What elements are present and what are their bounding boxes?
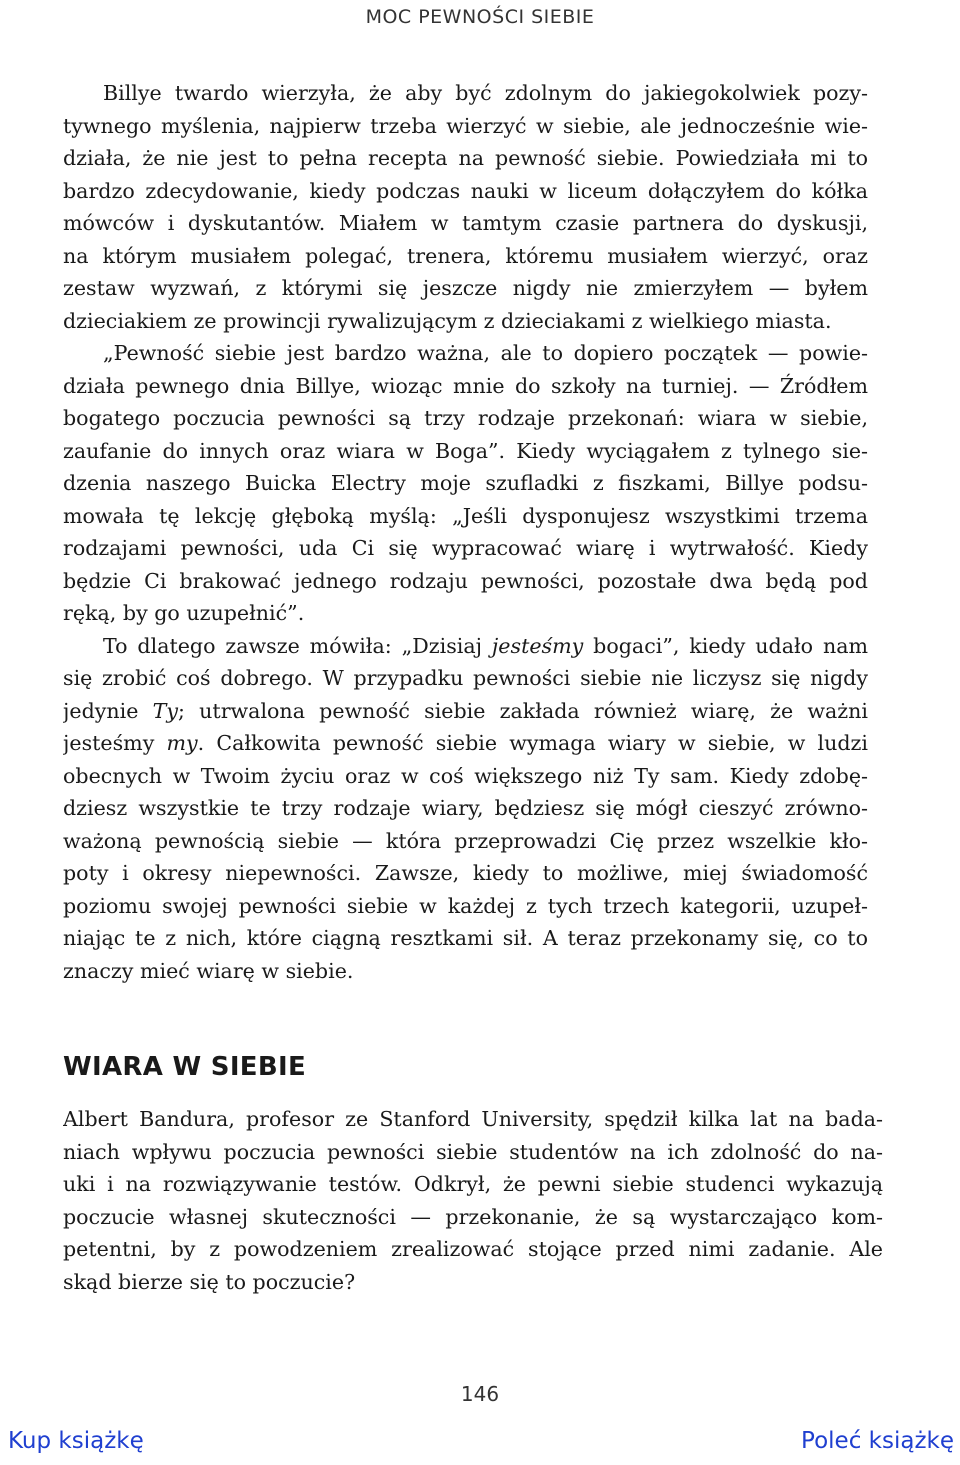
body-text	[63, 77, 868, 987]
text-line: mowała tę lekcję głęboką myślą: „Jeśli dysponujesz wszystkimi trzema	[63, 503, 868, 528]
text-fragment: ; utrwalona pewność siebie zakłada również wiarę, że ważni	[178, 698, 868, 723]
text-line: będzie Ci brakować jednego rodzaju pewności, pozostałe dwa będą pod	[63, 568, 868, 593]
text-fragment: jedynie	[63, 698, 153, 723]
text-fragment: . Całkowita pewność siebie wymaga wiary w siebie, w ludzi	[197, 731, 868, 755]
text-line: rodzajami pewności, uda Ci się wypracować wiarę i wytrwałość. Kiedy	[63, 536, 868, 560]
text-fragment: bogaci”, kiedy udało nam	[583, 633, 868, 658]
text-line: tywnego myślenia, najpierw trzeba wierzyć w siebie, ale jednocześnie wie-	[63, 113, 868, 138]
text-line	[63, 727, 868, 760]
text-line: bogatego poczucia pewności są trzy rodzaje przekonań: wiara w siebie,	[63, 406, 868, 430]
recommend-book-link[interactable]: Poleć książkę	[801, 1428, 954, 1454]
text-line: poty i okresy niepewności. Zawsze, kiedy to możliwe, miej świadomość	[63, 861, 868, 885]
running-header: MOC PEWNOŚCI SIEBIE	[365, 6, 595, 28]
emphasis: Ty	[152, 698, 179, 723]
text-line: się zrobić coś dobrego. W przypadku pewności siebie nie liczysz się nigdy	[63, 666, 868, 690]
text-line: niając te z nich, które ciągną resztkami sił. A teraz przekonamy się, co to	[63, 926, 868, 950]
text-line	[63, 630, 868, 663]
text-line: dzieciakiem ze prowincji rywalizującym z dzieciakami z wielkiego miasta.	[63, 308, 832, 333]
text-line: poczucie własnej skuteczności — przekonanie, że są wystarczająco kom-	[63, 1204, 883, 1229]
emphasis: my	[166, 731, 198, 755]
emphasis: jesteśmy	[491, 633, 584, 658]
text-line: ważoną pewnością siebie — która przeprowadzi Cię przez wszelkie kło-	[63, 828, 868, 853]
text-line: niach wpływu poczucia pewności siebie studentów na ich zdolność do na-	[63, 1139, 883, 1164]
text-line: działa, że nie jest to pełna recepta na pewność siebie. Powiedziała mi to	[63, 146, 868, 170]
text-line: zaufanie do innych oraz wiara w Boga”. Kiedy wyciągałem z tylnego sie-	[63, 438, 868, 463]
text-line: bardzo zdecydowanie, kiedy podczas nauki w liceum dołączyłem do kółka	[63, 178, 868, 203]
text-fragment: To dlatego zawsze mówiła: „Dzisiaj	[103, 633, 492, 658]
text-line: Billye twardo wierzyła, że aby być zdolnym do jakiegokolwiek pozy-	[103, 81, 868, 105]
text-fragment: jesteśmy	[63, 731, 167, 755]
text-line: obecnych w Twoim życiu oraz w coś większego niż Ty sam. Kiedy zdobę-	[63, 763, 868, 788]
text-line: skąd bierze się to poczucie?	[63, 1269, 356, 1294]
text-line: „Pewność siebie jest bardzo ważna, ale to dopiero początek — powie-	[103, 341, 868, 365]
section-heading: WIARA W SIEBIE	[63, 1052, 307, 1082]
text-line: zestaw wyzwań, z którymi się jeszcze nigdy nie zmierzyłem — byłem	[63, 276, 868, 300]
text-line: na którym musiałem polegać, trenera, któremu musiałem wierzyć, oraz	[63, 243, 868, 268]
text-line: ręką, by go uzupełnić”.	[63, 601, 305, 625]
text-line: działa pewnego dnia Billye, wioząc mnie do szkoły na turniej. — Źródłem	[63, 373, 868, 398]
text-line: petentni, by z powodzeniem zrealizować stojące przed nimi zadanie. Ale	[63, 1237, 883, 1261]
text-line: Albert Bandura, profesor ze Stanford University, spędził kilka lat na bada-	[63, 1107, 883, 1131]
text-line: dzenia naszego Buicka Electry moje szufladki z fiszkami, Billye podsu-	[63, 471, 868, 495]
text-line: dziesz wszystkie te trzy rodzaje wiary, będziesz się mógł cieszyć zrówno-	[63, 796, 868, 820]
text-line	[63, 695, 868, 728]
section-text	[63, 1103, 883, 1298]
buy-book-link[interactable]: Kup książkę	[8, 1428, 144, 1454]
text-line: uki i na rozwiązywanie testów. Odkrył, że pewni siebie studenci wykazują	[63, 1172, 883, 1196]
text-line: znaczy mieć wiarę w siebie.	[63, 958, 354, 983]
text-line: poziomu swojej pewności siebie w każdej z tych trzech kategorii, uzupeł-	[63, 893, 868, 918]
page-number: 146	[460, 1382, 500, 1406]
text-line: mówców i dyskutantów. Miałem w tamtym czasie partnera do dyskusji,	[63, 211, 868, 235]
